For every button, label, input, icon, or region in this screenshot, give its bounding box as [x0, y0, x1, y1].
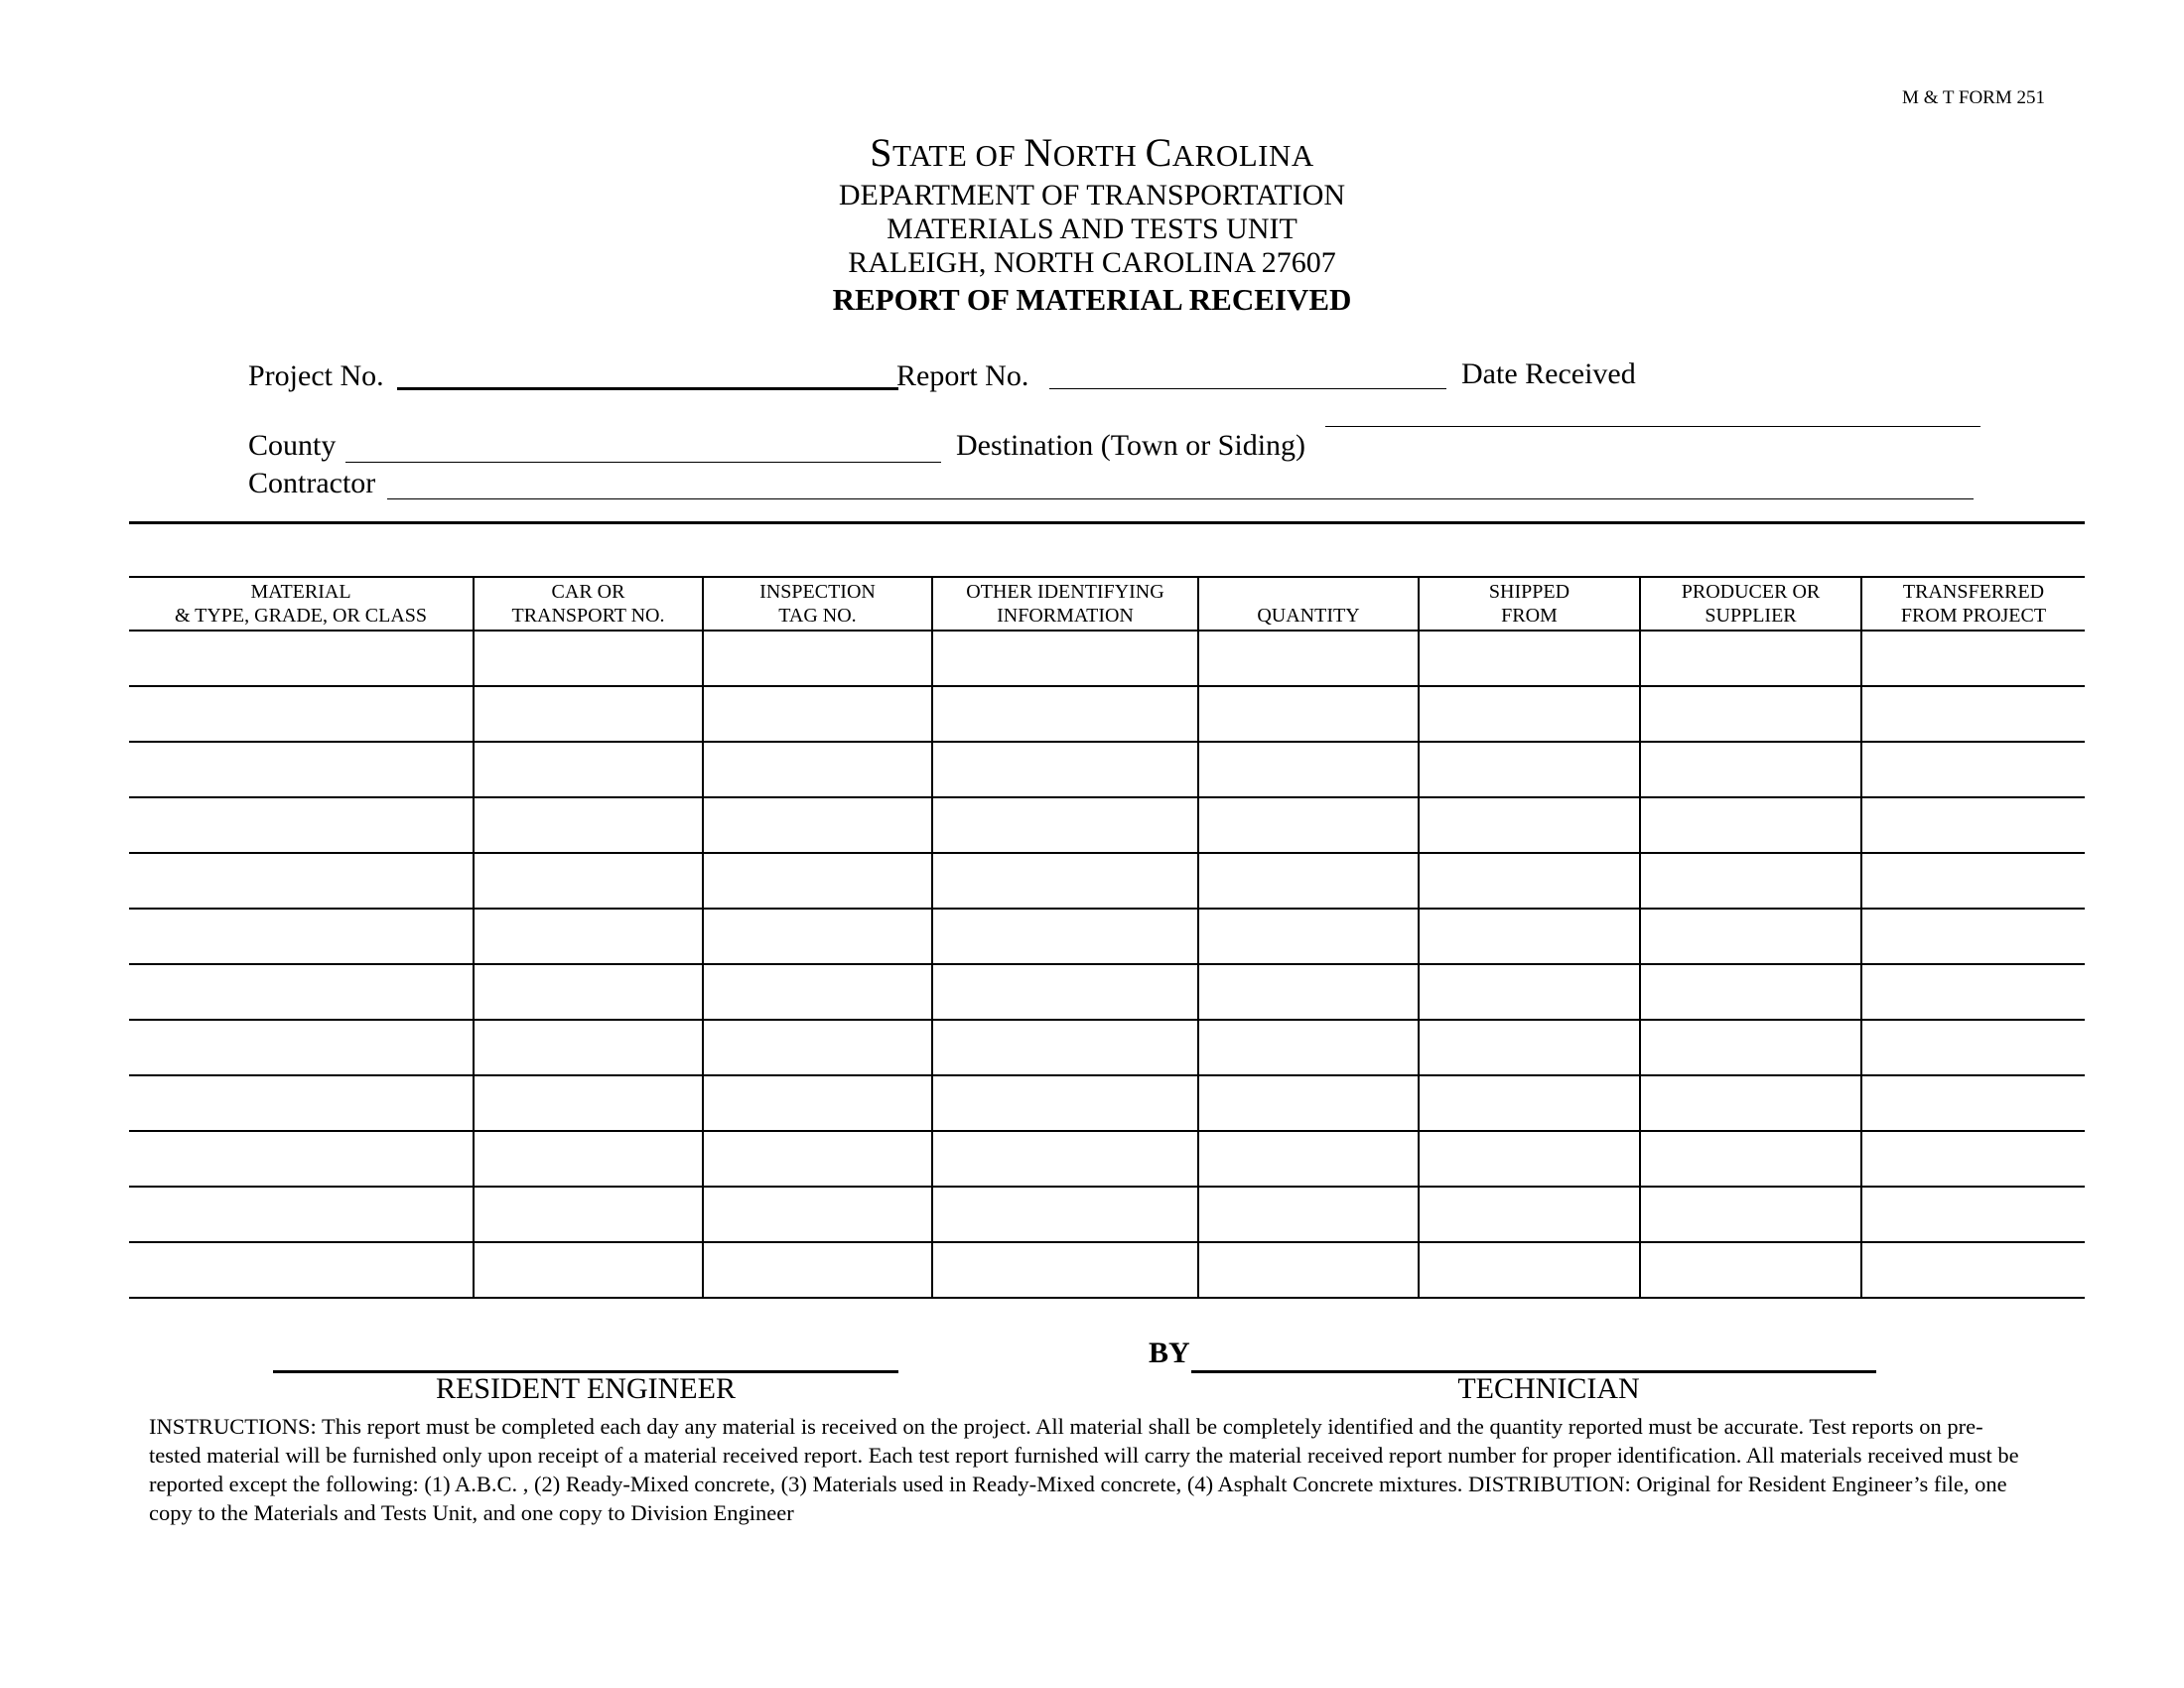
table-cell[interactable]: [932, 853, 1198, 909]
table-cell[interactable]: [129, 1187, 474, 1242]
table-cell[interactable]: [474, 742, 703, 797]
project-no-field[interactable]: [397, 387, 898, 390]
state-title-small-2: ORTH: [1052, 138, 1146, 173]
table-cell[interactable]: [932, 631, 1198, 686]
unit-name: MATERIALS AND TESTS UNIT: [887, 212, 1297, 245]
table-cell[interactable]: [1640, 853, 1861, 909]
col-header-car-transport: [474, 577, 703, 631]
col-header-inspection-tag: [703, 577, 932, 631]
table-cell[interactable]: [129, 1075, 474, 1131]
table-cell[interactable]: [1640, 797, 1861, 853]
table-cell[interactable]: [932, 686, 1198, 742]
table-header-row: [129, 577, 2085, 631]
table-cell[interactable]: [1419, 631, 1640, 686]
table-cell[interactable]: [703, 1020, 932, 1075]
table-row: [129, 742, 2085, 797]
table-cell[interactable]: [932, 1187, 1198, 1242]
table-row: [129, 1187, 2085, 1242]
table-cell[interactable]: [1861, 1075, 2085, 1131]
table-cell[interactable]: [1861, 1020, 2085, 1075]
col-header-shipped-from: [1419, 577, 1640, 631]
county-label: County: [248, 429, 337, 462]
table-cell[interactable]: [1419, 686, 1640, 742]
table-cell[interactable]: [1419, 853, 1640, 909]
state-title-big-2: N: [1024, 130, 1053, 175]
table-cell[interactable]: [1861, 686, 2085, 742]
project-no-label: Project No.: [248, 359, 384, 392]
col-header-inspection-line2: TAG NO.: [778, 605, 857, 627]
table-row: [129, 1131, 2085, 1187]
col-header-shipped-line1: SHIPPED: [1488, 581, 1570, 603]
col-header-inspection-line1: INSPECTION: [759, 581, 876, 603]
table-body: [129, 631, 2085, 1298]
instructions-text: INSTRUCTIONS: This report must be completed each day any material is received on the project. All material shall be completely identified and the quantity reported must be accurate. Test reports on pre-tested material will be furnished only upon receipt of a material received report. Each test report furnished will carry the material received report number for proper identification. All materials received must be reported except the following: (1) A.B.C. , (2) Ready-Mixed concrete, (3) Materials used in Ready-Mixed concrete, (4) Asphalt Concrete mixtures. DISTRIBUTION: Original for Resident Engineer’s file, one copy to the Materials and Tests Unit, and one copy to Division Engineer: [149, 1414, 2019, 1525]
table-cell[interactable]: [1419, 964, 1640, 1020]
technician-label: TECHNICIAN: [1457, 1372, 1640, 1405]
table-cell[interactable]: [129, 686, 474, 742]
table-cell[interactable]: [1419, 1020, 1640, 1075]
destination-label: Destination (Town or Siding): [956, 429, 1306, 462]
table-cell[interactable]: [1640, 1187, 1861, 1242]
table-cell[interactable]: [1198, 797, 1419, 853]
report-no-label: Report No.: [896, 359, 1029, 392]
col-header-quantity: [1198, 577, 1419, 631]
col-header-material-line1: MATERIAL: [250, 581, 351, 603]
table-cell[interactable]: [129, 631, 474, 686]
table-row: [129, 1242, 2085, 1298]
table-cell[interactable]: [1419, 909, 1640, 964]
table-cell[interactable]: [474, 1131, 703, 1187]
table-cell[interactable]: [932, 742, 1198, 797]
table-cell[interactable]: [474, 1075, 703, 1131]
table-cell[interactable]: [703, 909, 932, 964]
by-label: BY: [1149, 1336, 1190, 1369]
table-cell[interactable]: [1419, 797, 1640, 853]
table-cell[interactable]: [703, 1075, 932, 1131]
table-cell[interactable]: [1419, 1187, 1640, 1242]
form-number: M & T FORM 251: [1902, 87, 2045, 108]
col-header-producer-line2: SUPPLIER: [1705, 605, 1797, 627]
resident-engineer-label: RESIDENT ENGINEER: [436, 1372, 736, 1405]
table-cell[interactable]: [1861, 1131, 2085, 1187]
table-cell[interactable]: [1640, 631, 1861, 686]
table-cell[interactable]: [1640, 1242, 1861, 1298]
table-cell[interactable]: [1640, 1131, 1861, 1187]
table-cell[interactable]: [1198, 1075, 1419, 1131]
table-cell[interactable]: [129, 1020, 474, 1075]
table-cell[interactable]: [703, 797, 932, 853]
table-cell[interactable]: [129, 964, 474, 1020]
table-cell[interactable]: [129, 1131, 474, 1187]
table-cell[interactable]: [1640, 1020, 1861, 1075]
department-name: DEPARTMENT OF TRANSPORTATION: [838, 179, 1346, 211]
contractor-label: Contractor: [248, 467, 376, 499]
table-cell[interactable]: [1640, 909, 1861, 964]
table-cell[interactable]: [1861, 631, 2085, 686]
table-cell[interactable]: [474, 1242, 703, 1298]
col-header-car-line2: TRANSPORT NO.: [511, 605, 665, 627]
state-title-big-1: S: [870, 130, 892, 175]
col-header-transferred-line1: TRANSFERRED: [1902, 581, 2045, 603]
table-cell[interactable]: [1419, 1131, 1640, 1187]
table-cell[interactable]: [932, 1075, 1198, 1131]
col-header-car-line1: CAR OR: [551, 581, 625, 603]
table-cell[interactable]: [1198, 686, 1419, 742]
table-cell[interactable]: [1419, 1242, 1640, 1298]
table-cell[interactable]: [129, 797, 474, 853]
table-cell[interactable]: [474, 1187, 703, 1242]
table-cell[interactable]: [1419, 1075, 1640, 1131]
col-header-material-line2: & TYPE, GRADE, OR CLASS: [174, 605, 428, 627]
table-cell[interactable]: [474, 686, 703, 742]
table-cell[interactable]: [703, 631, 932, 686]
table-cell[interactable]: [932, 909, 1198, 964]
table-cell[interactable]: [703, 964, 932, 1020]
table-row: [129, 853, 2085, 909]
col-header-shipped-line2: FROM: [1501, 605, 1558, 627]
table-cell[interactable]: [1198, 964, 1419, 1020]
col-header-transferred: [1861, 577, 2085, 631]
table-row: [129, 909, 2085, 964]
table-row: [129, 686, 2085, 742]
table-cell[interactable]: [1861, 853, 2085, 909]
section-divider: [129, 521, 2085, 524]
table-cell[interactable]: [1198, 1242, 1419, 1298]
col-header-producer: [1640, 577, 1861, 631]
table-cell[interactable]: [474, 797, 703, 853]
table-cell[interactable]: [1640, 1075, 1861, 1131]
state-title-small-3: AROLINA: [1171, 138, 1314, 173]
table-row: [129, 964, 2085, 1020]
table-cell[interactable]: [1198, 1020, 1419, 1075]
table-cell[interactable]: [703, 1242, 932, 1298]
table-cell[interactable]: [474, 1020, 703, 1075]
table-cell[interactable]: [703, 686, 932, 742]
table-cell[interactable]: [1861, 797, 2085, 853]
table-cell[interactable]: [474, 909, 703, 964]
col-header-transferred-line2: FROM PROJECT: [1900, 605, 2047, 627]
table-cell[interactable]: [474, 631, 703, 686]
col-header-producer-line1: PRODUCER OR: [1681, 581, 1821, 603]
table-cell[interactable]: [1861, 909, 2085, 964]
table-cell[interactable]: [703, 1187, 932, 1242]
col-header-quantity-line2: QUANTITY: [1257, 605, 1360, 627]
report-no-field[interactable]: [1049, 388, 1446, 389]
table-cell[interactable]: [703, 1131, 932, 1187]
table-row: [129, 631, 2085, 686]
table-cell[interactable]: [1198, 742, 1419, 797]
state-title-small-1: TATE OF: [891, 138, 1024, 173]
table-cell[interactable]: [1198, 1187, 1419, 1242]
table-row: [129, 1020, 2085, 1075]
address: RALEIGH, NORTH CAROLINA 27607: [848, 246, 1336, 279]
col-header-other-line1: OTHER IDENTIFYING: [966, 581, 1164, 603]
material-table: [129, 576, 2085, 1299]
col-header-other-line2: INFORMATION: [997, 605, 1134, 627]
col-header-other-info: [932, 577, 1198, 631]
table-cell[interactable]: [932, 797, 1198, 853]
contractor-field[interactable]: [387, 498, 1974, 499]
table-cell[interactable]: [932, 1242, 1198, 1298]
date-received-field[interactable]: [1325, 426, 1980, 427]
report-title: REPORT OF MATERIAL RECEIVED: [832, 282, 1352, 317]
table-row: [129, 1075, 2085, 1131]
state-title-big-3: C: [1145, 130, 1172, 175]
col-header-material: [129, 577, 474, 631]
table-cell[interactable]: [1198, 909, 1419, 964]
table-cell[interactable]: [129, 742, 474, 797]
table-cell[interactable]: [1198, 853, 1419, 909]
table-cell[interactable]: [932, 1020, 1198, 1075]
table-cell[interactable]: [474, 964, 703, 1020]
table-cell[interactable]: [129, 1242, 474, 1298]
table-cell[interactable]: [703, 853, 932, 909]
table-cell[interactable]: [1861, 964, 2085, 1020]
table-cell[interactable]: [1861, 1242, 2085, 1298]
table-cell[interactable]: [1419, 742, 1640, 797]
table-cell[interactable]: [1198, 1131, 1419, 1187]
table-cell[interactable]: [703, 742, 932, 797]
county-field[interactable]: [345, 462, 941, 463]
table-cell[interactable]: [1198, 631, 1419, 686]
table-cell[interactable]: [474, 853, 703, 909]
table-cell[interactable]: [129, 909, 474, 964]
table-cell[interactable]: [1861, 1187, 2085, 1242]
table-cell[interactable]: [1640, 964, 1861, 1020]
table-cell[interactable]: [1640, 742, 1861, 797]
table-cell[interactable]: [932, 1131, 1198, 1187]
table-cell[interactable]: [129, 853, 474, 909]
table-cell[interactable]: [1640, 686, 1861, 742]
state-title: [0, 129, 2184, 176]
date-received-label: Date Received: [1461, 357, 1636, 390]
table-row: [129, 797, 2085, 853]
table-cell[interactable]: [932, 964, 1198, 1020]
table-cell[interactable]: [1861, 742, 2085, 797]
